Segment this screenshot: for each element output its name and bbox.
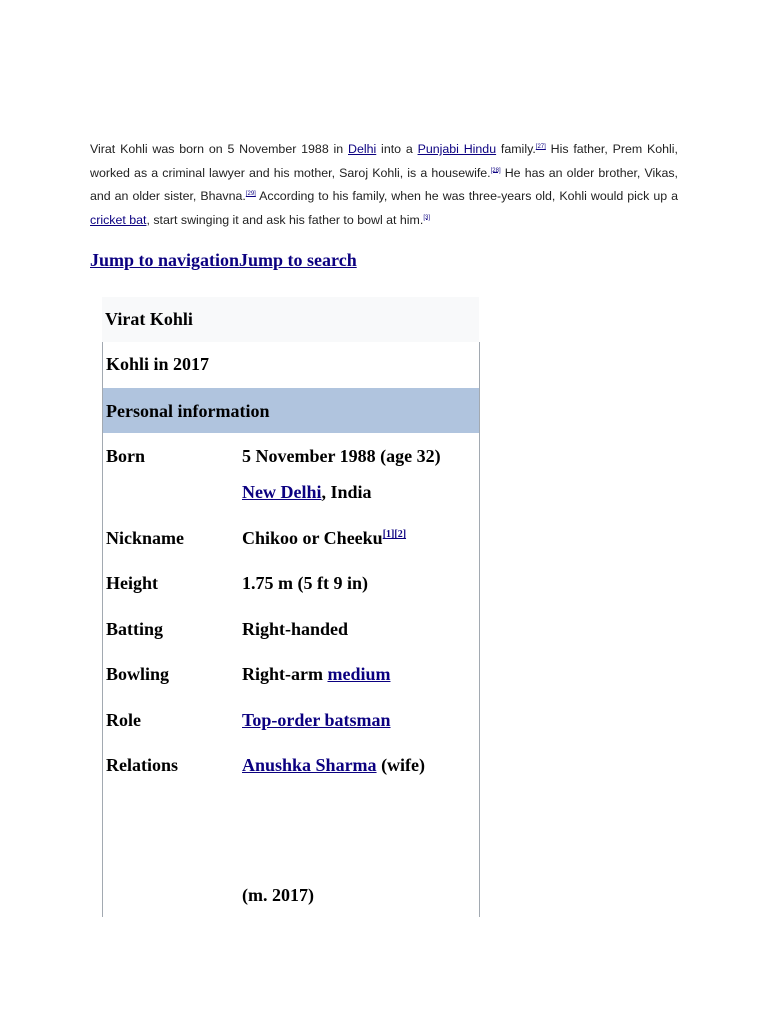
intro-text: , start swinging it and ask his father to bowl at him. (146, 212, 424, 227)
intro-text: family. (496, 142, 536, 156)
citation-link[interactable]: [29] (245, 190, 256, 197)
role-value (242, 710, 391, 731)
citation-link[interactable]: [1][2] (382, 529, 407, 540)
citation-link[interactable]: [3] (423, 214, 430, 221)
intro-text: He has an older brother, Vikas, and an older sister, Bhavna. (90, 165, 678, 203)
relations-rest: (wife) (376, 755, 426, 775)
citation-link[interactable]: [28] (490, 167, 501, 174)
punjabi-hindu-link[interactable]: Punjabi Hindu (417, 142, 497, 156)
delhi-link[interactable]: Delhi (348, 142, 377, 156)
bowling-label: Bowling (106, 664, 170, 684)
nickname-text: Chikoo or Cheeku (242, 528, 383, 548)
intro-text: Virat Kohli was born on 5 November 1988 in (90, 142, 348, 156)
anushka-sharma-link[interactable]: Anushka Sharma (242, 755, 377, 775)
nickname-value (242, 528, 406, 549)
intro-text: According to his family, when he was three-years old, Kohli would pick up a (255, 189, 678, 203)
intro-paragraph (90, 138, 678, 232)
new-delhi-link[interactable]: New Delhi (242, 482, 322, 502)
role-label: Role (106, 710, 141, 730)
relations-label: Relations (106, 755, 178, 775)
jump-to-navigation-link[interactable]: Jump to navigation (90, 250, 240, 270)
intro-text: His father, Prem Kohli, worked as a criminal lawyer and his mother, Saroj Kohli, is a housewife. (90, 142, 678, 180)
nickname-citations[interactable] (383, 529, 406, 540)
infobox-caption: Kohli in 2017 (106, 354, 210, 374)
jump-to-search-link[interactable]: Jump to search (239, 250, 357, 270)
born-label: Born (106, 446, 146, 466)
height-label: Height (106, 573, 158, 593)
citation-3[interactable] (423, 214, 430, 220)
bowling-prefix: Right-arm (242, 664, 328, 684)
personal-information-header (103, 388, 479, 433)
relations-value (242, 755, 425, 776)
born-date: 5 November 1988 (age 32) (242, 446, 441, 466)
born-place (242, 482, 372, 503)
citation-link[interactable]: [27] (535, 143, 546, 150)
nickname-label: Nickname (106, 528, 184, 548)
jump-links (90, 250, 357, 271)
bowling-value (242, 664, 390, 685)
intro-text: into a (376, 142, 418, 156)
batting-value: Right-handed (242, 619, 349, 639)
citation-27[interactable] (536, 144, 546, 150)
height-value: 1.75 m (5 ft 9 in) (242, 573, 368, 593)
infobox-title: Virat Kohli (105, 309, 193, 329)
medium-link[interactable]: medium (327, 664, 391, 684)
infobox-title-row (102, 297, 479, 342)
marriage-year: (m. 2017) (242, 885, 314, 905)
infobox-body (102, 342, 480, 917)
citation-28[interactable] (491, 167, 501, 173)
born-place-country: , India (321, 482, 372, 502)
cricket-bat-link[interactable]: cricket bat (90, 212, 147, 227)
section-title: Personal information (106, 401, 270, 421)
citation-29[interactable] (246, 191, 256, 197)
batting-label: Batting (106, 619, 164, 639)
top-order-batsman-link[interactable]: Top-order batsman (242, 710, 391, 730)
